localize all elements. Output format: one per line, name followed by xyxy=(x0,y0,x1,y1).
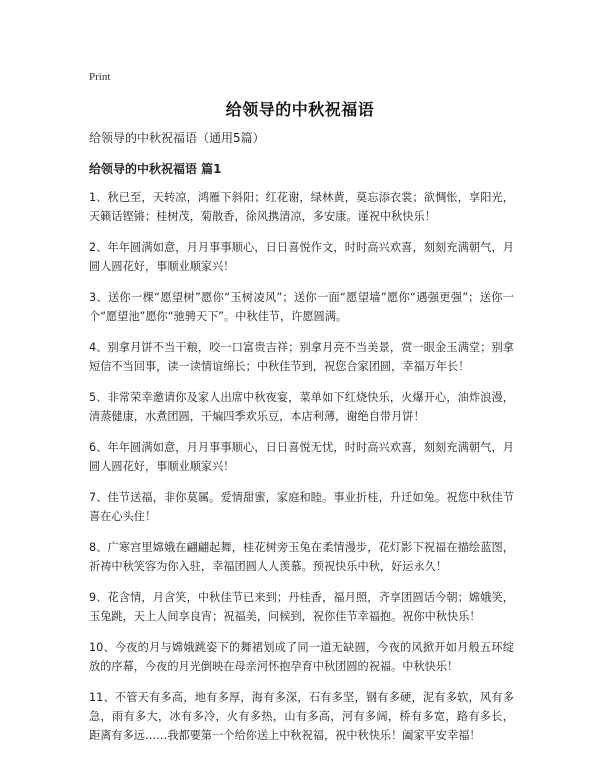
paragraph-6: 6、年年圆满如意，月月事事顺心，日日喜悦无忧，时时高兴欢喜，刻刻充满朝气，月圆人圆花好，事顺业顺家兴！ xyxy=(89,441,514,473)
document-body xyxy=(89,130,514,757)
paragraph-3: 3、送你一棵“愿望树”愿你“玉树凌风”；送你一面“愿望墙”愿你“遇强更强”；送你一个“愿望池”愿你“驰骋天下”。中秋佳节，许愿圆满。 xyxy=(89,291,514,323)
paragraph-2: 2、年年圆满如意，月月事事顺心，日日喜悦作文，时时高兴欢喜，刻刻充满朝气，月圆人圆花好，事顺业顺家兴！ xyxy=(89,241,514,273)
paragraph-8: 8、广寒宫里嫦娥在翩翩起舞，桂花树旁玉兔在柔情漫步，花灯影下祝福在描绘蓝图，祈祷中秋笑容为你入驻，幸福团圆人人羡慕。预祝快乐中秋，好运永久！ xyxy=(89,541,514,573)
section-heading: 给领导的中秋祝福语 篇1 xyxy=(89,162,222,176)
print-link[interactable]: Print xyxy=(89,71,111,83)
document-subtitle: 给领导的中秋祝福语（通用5篇） xyxy=(89,131,265,145)
paragraph-5: 5、非常荣幸邀请你及家人出席中秋夜宴，菜单如下红烧快乐，火爆开心，油炸浪漫，清蒸健康，水煮团圆，干煸四季欢乐豆，本店利薄，谢绝自带月饼！ xyxy=(89,391,514,423)
paragraph-1: 1、秋已至，天转凉，鸿雁下斜阳；红花谢，绿林黄，莫忘添衣裳；欲惆怅，享阳光，天籁话铿锵；桂树茂，菊散香，徐风携清凉，多安康。谨祝中秋快乐！ xyxy=(89,191,514,223)
paragraph-7: 7、佳节送福，非你莫属。爱情甜蜜，家庭和睦。事业折桂，升迁如兔。祝您中秋佳节喜在心头住！ xyxy=(89,491,514,523)
paragraph-4: 4、别拿月饼不当干粮，咬一口富贵吉祥；别拿月亮不当美景，赏一眼金玉满堂；别拿短信不当回事，读一读情谊绵长；中秋佳节到，祝您合家团圆，幸福万年长！ xyxy=(89,341,514,373)
page-title: 给领导的中秋祝福语 xyxy=(225,100,375,119)
paragraph-10: 10、今夜的月与嫦娥跳姿下的舞裙划成了同一道无缺圆，今夜的风掀开如月般五环绽放的序幕，今夜的月光倒映在母亲河怀抱孕育中秋团圆的祝福。中秋快乐！ xyxy=(89,641,514,673)
paragraph-9: 9、花含情，月含笑，中秋佳节已来到；丹桂香，福月照，齐享团圆话今朝；嫦娥笑，玉兔跳，天上人间享良宵；祝福美，问候到，祝你佳节幸福抱。祝你中秋快乐！ xyxy=(89,591,514,623)
paragraph-11: 11、不管天有多高，地有多厚，海有多深，石有多坚，钢有多硬，泥有多软，风有多急，雨有多大，冰有多冷，火有多热，山有多高，河有多阔，桥有多宽，路有多长，距离有多远……我都要第一个给你送上中秋祝福，祝中秋快乐！阖家平安幸福！ xyxy=(89,691,514,742)
